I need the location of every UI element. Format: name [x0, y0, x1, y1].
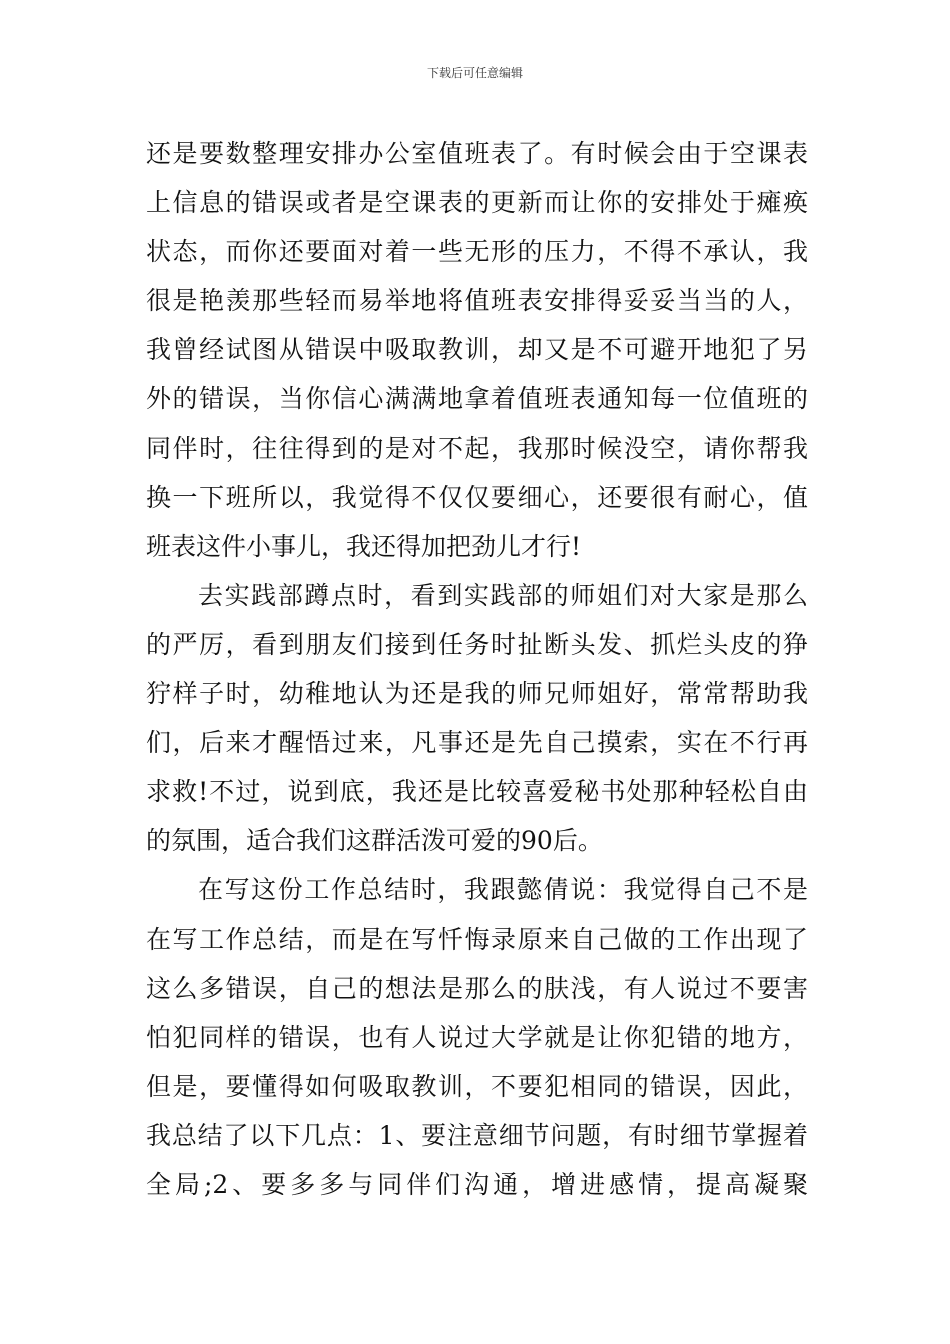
text-line: 我曾经试图从错误中吸取教训，却又是不可避开地犯了另: [146, 335, 808, 365]
text-line: 还是要数整理安排办公室值班表了。有时候会由于空课表: [146, 139, 808, 168]
text-line: 班表这件小事儿，我还得加把劲儿才行!: [146, 531, 582, 561]
text-line: 怕犯同样的错误，也有人说过大学就是让你犯错的地方，: [146, 1022, 808, 1052]
text-line: 在写工作总结，而是在写忏悔录原来自己做的工作出现了: [146, 924, 808, 954]
text-line: 很是艳羡那些轻而易举地将值班表安排得妥妥当当的人，: [146, 286, 808, 316]
paragraph-start-line: 在写这份工作总结时，我跟懿倩说：我觉得自己不是: [198, 875, 808, 905]
text-line: 的严厉，看到朋友们接到任务时扯断头发、抓烂头皮的狰: [146, 629, 808, 659]
text-line: 们，后来才醒悟过来，凡事还是先自己摸索，实在不行再: [146, 728, 808, 758]
text-line: 上信息的错误或者是空课表的更新而让你的安排处于瘫痪: [146, 188, 808, 218]
text-line: 但是，要懂得如何吸取教训，不要犯相同的错误，因此，: [146, 1071, 808, 1101]
text-line: 的氛围，适合我们这群活泼可爱的90后。: [146, 826, 603, 856]
text-line: 我总结了以下几点：1、要注意细节问题，有时细节掌握着: [146, 1120, 808, 1150]
paragraph-start-line: 去实践部蹲点时，看到实践部的师姐们对大家是那么: [198, 580, 808, 610]
text-line: 换一下班所以，我觉得不仅仅要细心，还要很有耐心，值: [146, 482, 808, 512]
document-body: [146, 129, 808, 1209]
text-line: 同伴时，往往得到的是对不起，我那时候没空，请你帮我: [146, 433, 808, 463]
text-line: 状态，而你还要面对着一些无形的压力，不得不承认，我: [146, 237, 808, 267]
page-header: 下载后可任意编辑: [426, 66, 523, 80]
text-line: 这么多错误，自己的想法是那么的肤浅，有人说过不要害: [146, 973, 808, 1003]
text-line: 全局;2、要多多与同伴们沟通，增进感情，提高凝聚: [146, 1169, 808, 1199]
text-line: 外的错误，当你信心满满地拿着值班表通知每一位值班的: [146, 384, 808, 414]
text-line: 狞样子时，幼稚地认为还是我的师兄师姐好，常常帮助我: [146, 679, 808, 709]
text-line: 求救!不过，说到底，我还是比较喜爱秘书处那种轻松自由: [146, 777, 808, 807]
